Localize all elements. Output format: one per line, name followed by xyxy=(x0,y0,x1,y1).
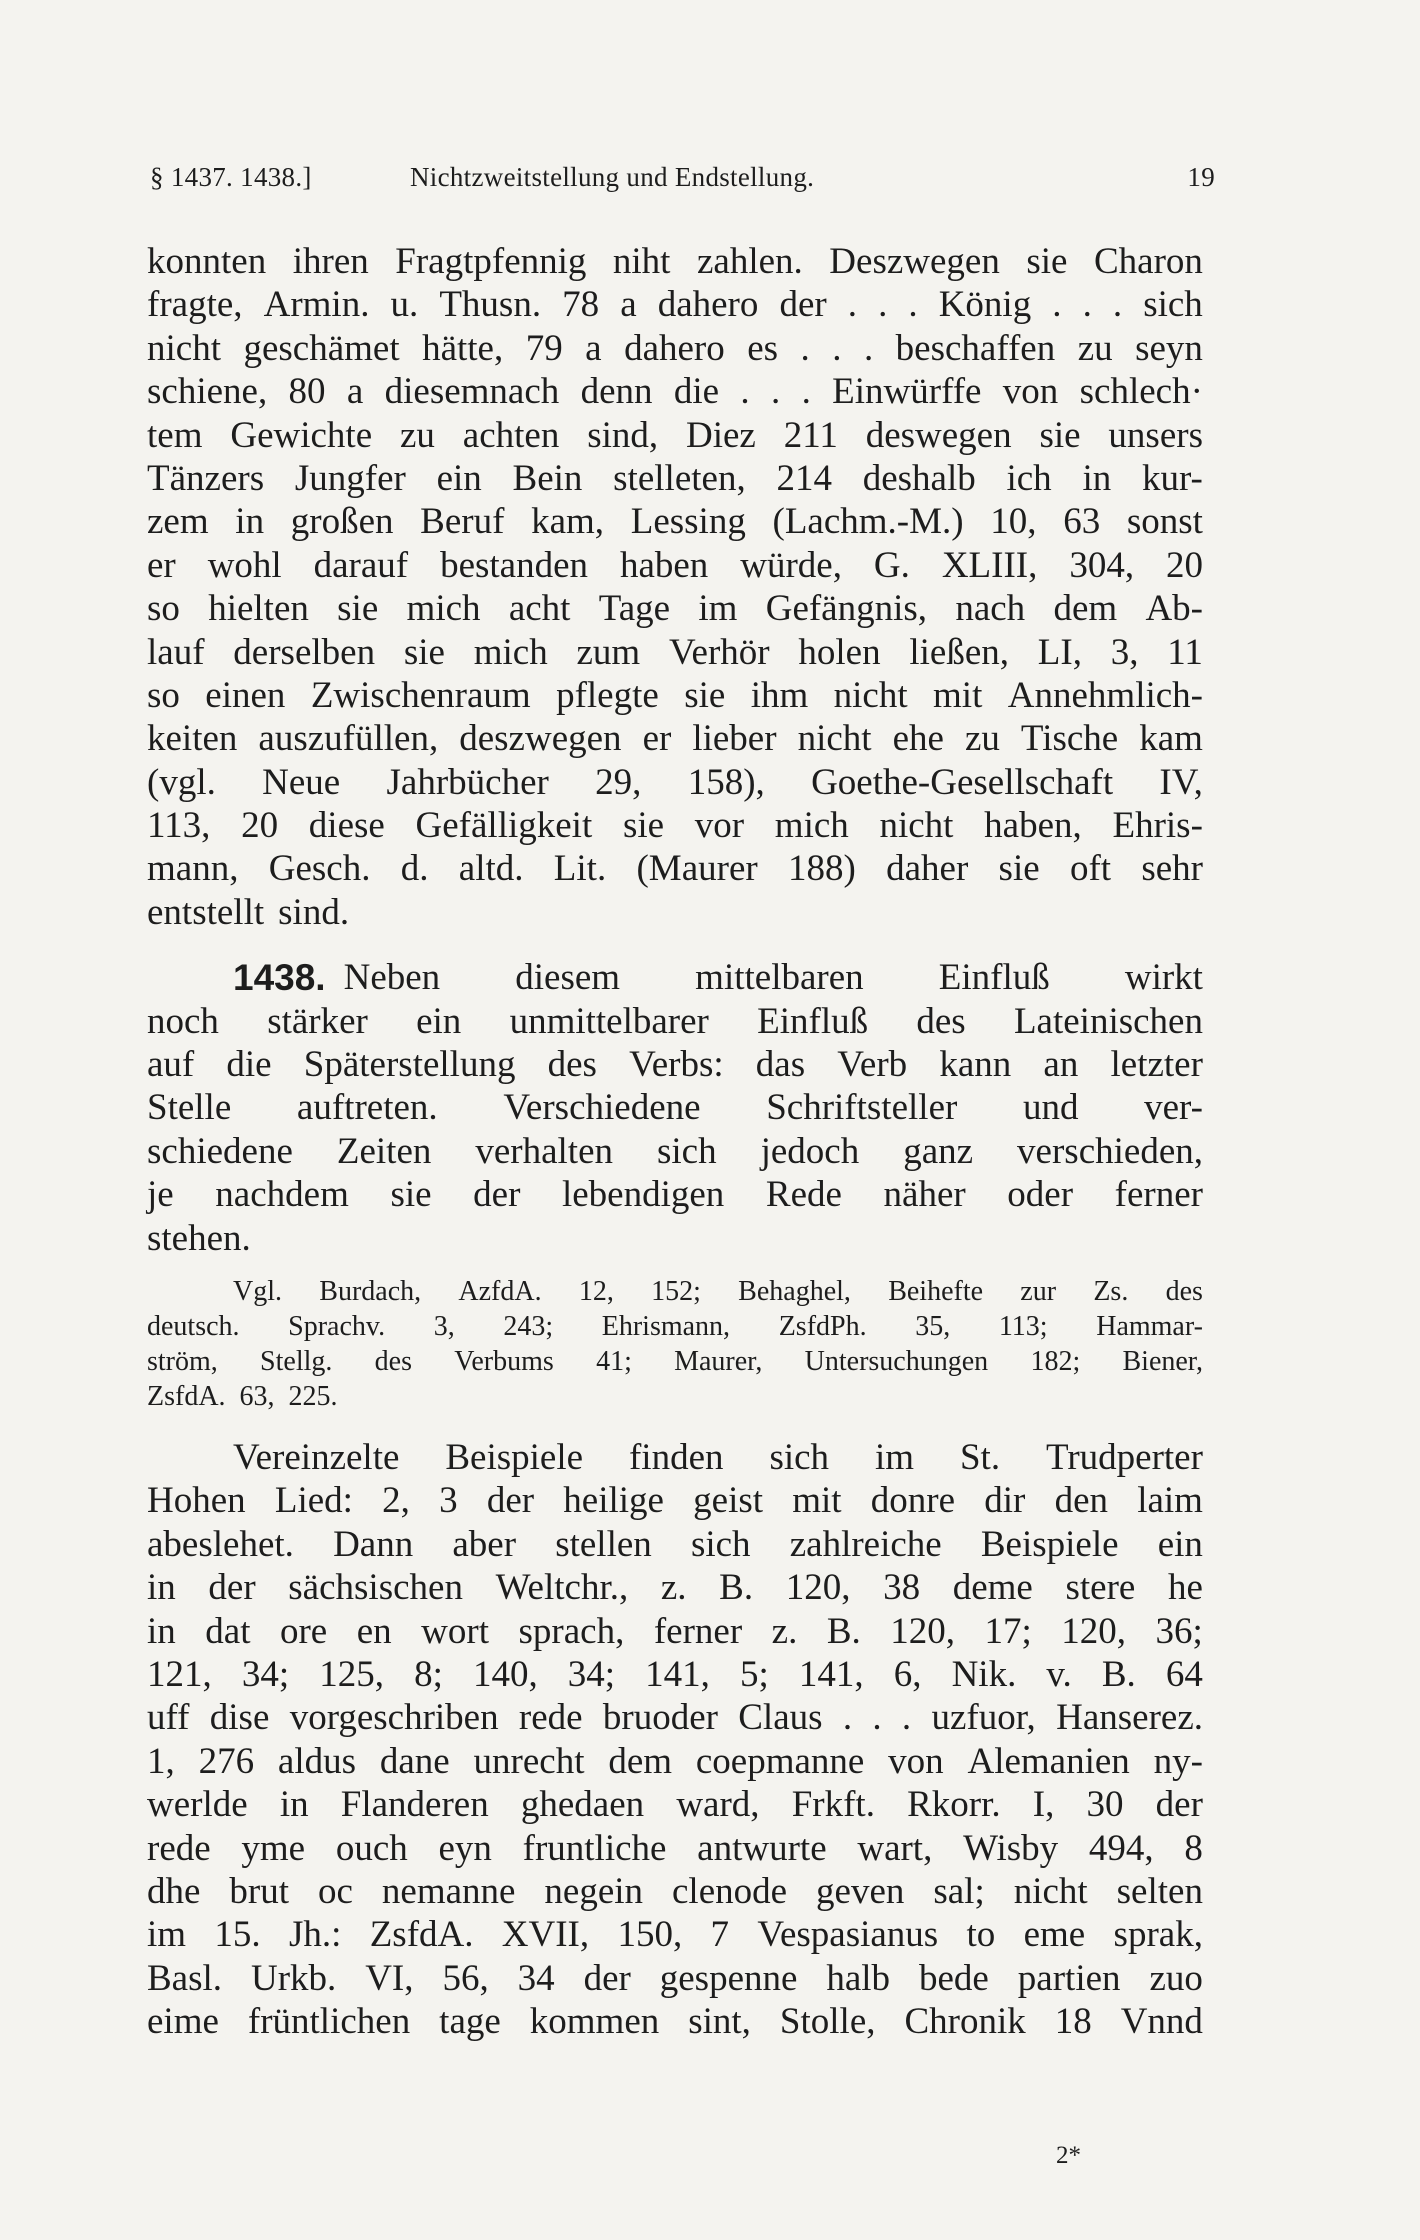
text-line: (vgl. Neue Jahrbücher 29, 158), Goethe-Gesellschaft IV, xyxy=(147,761,1203,803)
page-number: 19 xyxy=(1187,162,1215,192)
text-line: rede yme ouch eyn fruntliche antwurte wart, Wisby 494, 8 xyxy=(147,1827,1203,1869)
text-line: lauf derselben sie mich zum Verhör holen ließen, LI, 3, 11 xyxy=(147,631,1203,673)
text-line: nicht geschämet hätte, 79 a dahero es . . . beschaffen zu seyn xyxy=(147,327,1203,369)
running-head-section: § 1437. 1438.] xyxy=(150,162,312,192)
text-line: Stelle auftreten. Verschiedene Schriftsteller und ver- xyxy=(147,1087,1203,1129)
text-line: ZsfdA. 63, 225. xyxy=(147,1380,338,1412)
paragraph-examples xyxy=(147,240,1203,934)
text-line: eime früntlichen tage kommen sint, Stolle, Chronik 18 Vnnd xyxy=(147,2001,1203,2043)
text-line: je nachdem sie der lebendigen Rede näher oder ferner xyxy=(147,1174,1203,1216)
text-line: deutsch. Sprachv. 3, 243; Ehrismann, ZsfdPh. 35, 113; Hammar- xyxy=(147,1310,1203,1342)
text-column xyxy=(147,240,1203,2043)
text-line: so hielten sie mich acht Tage im Gefängnis, nach dem Ab- xyxy=(147,588,1203,630)
paragraph-isolated-examples xyxy=(147,1436,1203,2043)
text-line: 113, 20 diese Gefälligkeit sie vor mich nicht haben, Ehris- xyxy=(147,805,1203,847)
text-line: Basl. Urkb. VI, 56, 34 der gespenne halb bede partien zuo xyxy=(147,1957,1203,1999)
text-line: keiten auszufüllen, deszwegen er lieber nicht ehe zu Tische kam xyxy=(147,718,1203,760)
text-line: konnten ihren Fragtpfennig niht zahlen. Deszwegen sie Charon xyxy=(147,241,1203,282)
text-line: in dat ore en wort sprach, ferner z. B. 120, 17; 120, 36; xyxy=(147,1610,1203,1652)
text-line: in der sächsischen Weltchr., z. B. 120, 38 deme stere he xyxy=(147,1567,1203,1609)
text-line: uff dise vorgeschriben rede bruoder Claus . . . uzfuor, Hanserez. xyxy=(147,1697,1203,1739)
text-line: noch stärker ein unmittelbarer Einfluß des Lateinischen xyxy=(147,1000,1203,1042)
text-line: so einen Zwischenraum pflegte sie ihm nicht mit Annehmlich- xyxy=(147,674,1203,716)
text-line: stehen. xyxy=(147,1217,251,1259)
text-line: auf die Späterstellung des Verbs: das Verb kann an letzter xyxy=(147,1044,1203,1086)
text-line: Vgl. Burdach, AzfdA. 12, 152; Behaghel, Beihefte zur Zs. des xyxy=(233,1275,1203,1307)
text-line: er wohl darauf bestanden haben würde, G. XLIII, 304, 20 xyxy=(147,544,1203,586)
text-line: mann, Gesch. d. altd. Lit. (Maurer 188) daher sie oft sehr xyxy=(147,848,1203,890)
text-line: entstellt sind. xyxy=(147,891,350,933)
text-line: Tänzers Jungfer ein Bein stelleten, 214 deshalb ich in kur- xyxy=(147,457,1203,499)
text-line: 1, 276 aldus dane unrecht dem coepmanne von Alemanien ny- xyxy=(147,1740,1203,1782)
paragraph-latin-influence xyxy=(147,1000,1203,1260)
text-line: im 15. Jh.: ZsfdA. XVII, 150, 7 Vespasianus to eme sprak, xyxy=(147,1914,1203,1956)
text-line: ström, Stellg. des Verbums 41; Maurer, Untersuchungen 182; Biener, xyxy=(147,1345,1203,1377)
signature-mark: 2* xyxy=(1056,2142,1081,2169)
paragraph-first-line: Neben diesem mittelbaren Einfluß wirkt xyxy=(343,957,1203,999)
text-line: fragte, Armin. u. Thusn. 78 a dahero der . . . König . . . sich xyxy=(147,284,1203,326)
running-head xyxy=(150,162,1215,193)
text-line: abeslehet. Dann aber stellen sich zahlreiche Beispiele ein xyxy=(147,1523,1203,1565)
text-line: dhe brut oc nemanne negein clenode geven sal; nicht selten xyxy=(147,1870,1203,1912)
section-heading-line xyxy=(147,956,1203,999)
text-line: Hohen Lied: 2, 3 der heilige geist mit donre dir den laim xyxy=(147,1480,1203,1522)
references-note xyxy=(147,1274,1203,1414)
section-number: 1438. xyxy=(233,957,326,999)
text-line: 121, 34; 125, 8; 140, 34; 141, 5; 141, 6, Nik. v. B. 64 xyxy=(147,1653,1203,1695)
text-line: schiedene Zeiten verhalten sich jedoch ganz verschieden, xyxy=(147,1130,1203,1172)
text-line: werlde in Flanderen ghedaen ward, Frkft. Rkorr. I, 30 der xyxy=(147,1784,1203,1826)
text-line: schiene, 80 a diesemnach denn die . . . Einwürffe von schlech· xyxy=(147,371,1203,413)
text-line: tem Gewichte zu achten sind, Diez 211 deswegen sie unsers xyxy=(147,414,1203,456)
text-line: zem in großen Beruf kam, Lessing (Lachm.-M.) 10, 63 sonst xyxy=(147,501,1203,543)
text-line: Vereinzelte Beispiele finden sich im St. Trudperter xyxy=(233,1436,1203,1478)
running-head-title: Nichtzweitstellung und Endstellung. xyxy=(410,162,815,192)
